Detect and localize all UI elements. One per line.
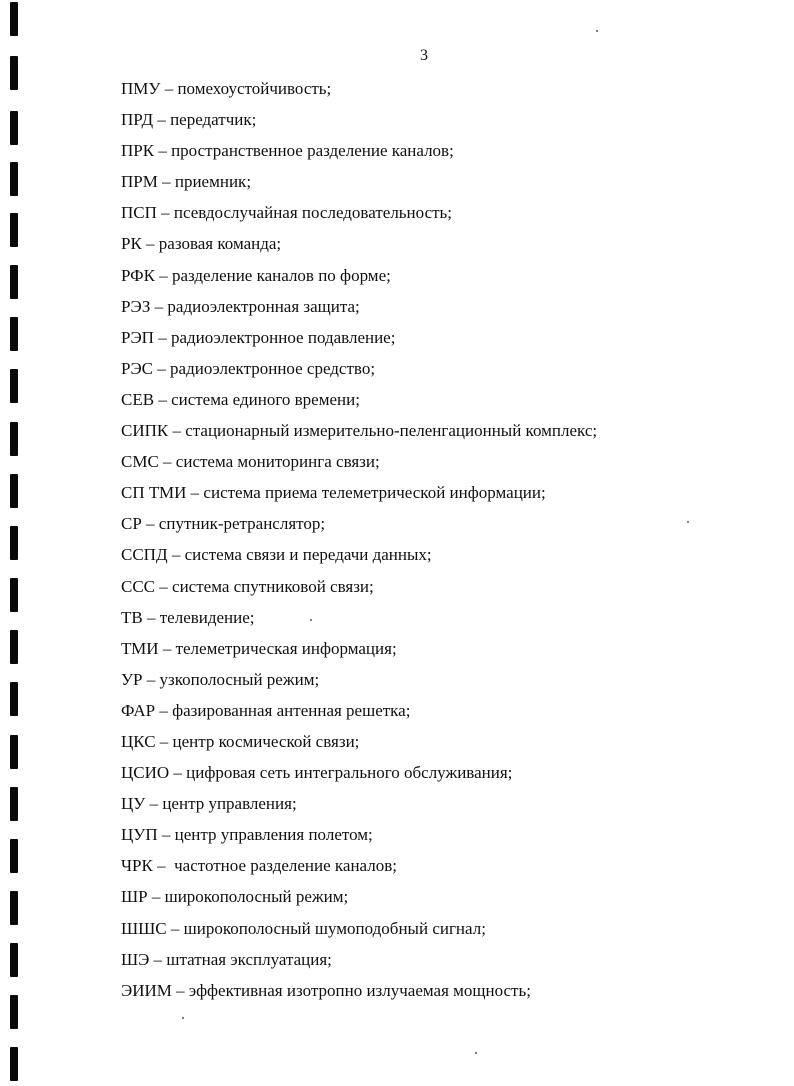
abbreviation-separator: –	[167, 545, 185, 565]
abbreviation-item	[121, 819, 761, 850]
abbreviation-term: РЭС	[121, 358, 154, 378]
binding-marks	[10, 0, 24, 1086]
abbreviation-definition: телеметрическая информация;	[175, 638, 397, 658]
abbreviation-item	[121, 944, 761, 975]
abbreviation-term: СИПК	[121, 421, 169, 441]
abbreviation-item	[121, 539, 761, 570]
abbreviation-separator: –	[186, 483, 204, 503]
page-number: 3	[420, 47, 428, 64]
abbreviation-item	[121, 602, 761, 633]
abbreviation-item	[121, 166, 761, 197]
abbreviation-definition: спутник-ретранслятор;	[158, 514, 326, 534]
abbreviation-definition: система единого времени;	[171, 389, 360, 409]
binding-mark	[10, 630, 18, 664]
abbreviation-separator: –	[145, 794, 163, 814]
abbreviation-definition: фазированная антенная решетка;	[172, 700, 411, 720]
abbreviation-item	[121, 446, 761, 477]
abbreviation-term: УР	[121, 669, 143, 689]
abbreviation-definition: радиоэлектронное подавление;	[170, 327, 396, 347]
abbreviation-item	[121, 850, 761, 881]
binding-mark	[10, 474, 18, 508]
abbreviation-item	[121, 695, 761, 726]
abbreviation-definition: цифровая сеть интегрального обслуживания;	[186, 763, 513, 783]
binding-mark	[10, 422, 18, 456]
abbreviation-definition: передатчик;	[170, 110, 257, 130]
abbreviation-separator: –	[156, 203, 174, 223]
abbreviation-item	[121, 664, 761, 695]
binding-mark	[10, 682, 18, 716]
abbreviation-item	[121, 633, 761, 664]
abbreviation-definition: широкополосный шумоподобный сигнал;	[183, 918, 486, 938]
abbreviation-term: ЧРК	[121, 856, 153, 876]
abbreviation-separator: –	[168, 421, 186, 441]
abbreviation-item	[121, 477, 761, 508]
abbreviation-definition: радиоэлектронное средство;	[170, 358, 376, 378]
abbreviation-term: ССПД	[121, 545, 168, 565]
abbreviation-item	[121, 197, 761, 228]
abbreviation-separator: –	[157, 825, 175, 845]
abbreviation-term: ШР	[121, 887, 148, 907]
abbreviation-separator: –	[155, 700, 173, 720]
abbreviation-separator: –	[150, 296, 168, 316]
abbreviation-definition: центр управления;	[162, 794, 297, 814]
abbreviation-item	[121, 228, 761, 259]
abbreviation-definition: центр космической связи;	[172, 731, 360, 751]
abbreviation-separator: –	[153, 110, 171, 130]
binding-mark	[10, 943, 18, 977]
abbreviation-item	[121, 104, 761, 135]
binding-mark	[10, 891, 18, 925]
abbreviation-separator: –	[155, 731, 173, 751]
abbreviation-definition: центр управления полетом;	[174, 825, 373, 845]
abbreviation-term: ССС	[121, 576, 156, 596]
abbreviation-term: СЕВ	[121, 389, 155, 409]
abbreviation-term: РЭЗ	[121, 296, 151, 316]
abbreviation-separator: –	[169, 763, 187, 783]
abbreviation-term: ЦУ	[121, 794, 146, 814]
binding-mark	[10, 265, 18, 299]
binding-mark	[10, 995, 18, 1029]
abbreviation-item	[121, 291, 761, 322]
abbreviation-item	[121, 353, 761, 384]
abbreviation-item	[121, 757, 761, 788]
abbreviation-definition: система спутниковой связи;	[172, 576, 374, 596]
abbreviation-separator: –	[157, 172, 175, 192]
abbreviation-definition: помехоустойчивость;	[177, 79, 332, 98]
scan-speck	[475, 1052, 477, 1054]
abbreviation-separator: –	[154, 141, 172, 161]
abbreviation-separator: –	[166, 918, 184, 938]
abbreviation-definition: псевдослучайная последовательность;	[173, 203, 453, 223]
abbreviation-definition: широкополосный режим;	[164, 887, 349, 907]
binding-mark	[10, 787, 18, 821]
abbreviation-term: ПРК	[121, 141, 155, 161]
abbreviation-item	[121, 135, 761, 166]
abbreviation-item	[121, 913, 761, 944]
scan-speck	[182, 1017, 184, 1019]
abbreviation-definition: пространственное разделение каналов;	[171, 141, 454, 161]
abbreviation-separator: –	[153, 327, 171, 347]
abbreviation-item	[121, 881, 761, 912]
abbreviation-separator: –	[158, 452, 176, 472]
abbreviation-separator: –	[171, 980, 189, 1000]
abbreviation-definition: система приема телеметрической информации;	[203, 483, 546, 503]
binding-mark	[10, 526, 18, 560]
abbreviation-separator: –	[142, 669, 160, 689]
abbreviation-term: ПСП	[121, 203, 157, 223]
abbreviation-separator: –	[158, 638, 176, 658]
abbreviation-term: СМС	[121, 452, 159, 472]
abbreviation-definition: стационарный измерительно-пеленгационный комплекс;	[185, 421, 598, 441]
binding-mark	[10, 369, 18, 403]
binding-mark	[10, 2, 18, 36]
abbreviation-definition: радиоэлектронная защита;	[167, 296, 360, 316]
abbreviation-term: ПРД	[121, 110, 154, 130]
abbreviation-term: ЭИИМ	[121, 980, 172, 1000]
abbreviation-separator: –	[149, 949, 167, 969]
abbreviation-definition: штатная эксплуатация;	[166, 949, 332, 969]
abbreviation-item	[121, 415, 761, 446]
abbreviation-item	[121, 73, 761, 104]
abbreviation-item	[121, 975, 761, 1006]
abbreviation-item	[121, 322, 761, 353]
abbreviation-definition: узкополосный режим;	[159, 669, 320, 689]
binding-mark	[10, 578, 18, 612]
binding-mark	[10, 111, 18, 145]
abbreviation-definition: система мониторинга связи;	[175, 452, 380, 472]
abbreviation-separator: –	[141, 514, 159, 534]
abbreviation-item	[121, 260, 761, 291]
abbreviation-item	[121, 384, 761, 415]
abbreviation-term: ШШС	[121, 918, 167, 938]
scan-speck	[310, 619, 312, 621]
binding-mark	[10, 162, 18, 196]
abbreviation-term: ФАР	[121, 700, 156, 720]
abbreviation-definition: разделение каналов по форме;	[171, 265, 391, 285]
abbreviation-separator: –	[155, 576, 173, 596]
abbreviation-term: ПМУ	[121, 79, 161, 98]
abbreviation-list	[121, 73, 761, 1006]
abbreviation-term: ТМИ	[121, 638, 159, 658]
abbreviation-definition: разовая команда;	[158, 234, 282, 254]
abbreviation-separator: –	[141, 234, 159, 254]
abbreviation-separator: –	[153, 358, 171, 378]
abbreviation-term: РК	[121, 234, 142, 254]
abbreviation-separator: –	[152, 856, 175, 876]
binding-mark	[10, 839, 18, 873]
abbreviation-separator: –	[160, 79, 178, 98]
abbreviation-definition: телевидение;	[159, 607, 255, 627]
scan-speck	[687, 521, 689, 523]
abbreviation-definition: приемник;	[174, 172, 252, 192]
binding-mark	[10, 213, 18, 247]
abbreviation-term: ЦСИО	[121, 763, 170, 783]
abbreviation-term: ТВ	[121, 607, 143, 627]
abbreviation-separator: –	[154, 265, 172, 285]
abbreviation-definition: частотное разделение каналов;	[174, 856, 397, 876]
abbreviation-term: ПРМ	[121, 172, 158, 192]
abbreviation-term: ЦУП	[121, 825, 158, 845]
abbreviation-term: ШЭ	[121, 949, 150, 969]
binding-mark	[10, 56, 18, 90]
abbreviation-definition: эффективная изотропно излучаемая мощность;	[188, 980, 531, 1000]
scan-speck	[596, 30, 598, 32]
abbreviation-separator: –	[147, 887, 165, 907]
abbreviation-item	[121, 571, 761, 602]
abbreviation-term: РФК	[121, 265, 155, 285]
abbreviation-definition: система связи и передачи данных;	[184, 545, 432, 565]
abbreviation-item	[121, 726, 761, 757]
binding-mark	[10, 317, 18, 351]
abbreviation-term: СП ТМИ	[121, 483, 187, 503]
abbreviation-term: СР	[121, 514, 142, 534]
abbreviation-item	[121, 788, 761, 819]
abbreviation-item	[121, 508, 761, 539]
abbreviation-term: ЦКС	[121, 731, 156, 751]
binding-mark	[10, 1047, 18, 1081]
abbreviation-separator: –	[142, 607, 160, 627]
abbreviation-term: РЭП	[121, 327, 154, 347]
abbreviation-separator: –	[154, 389, 172, 409]
binding-mark	[10, 735, 18, 769]
